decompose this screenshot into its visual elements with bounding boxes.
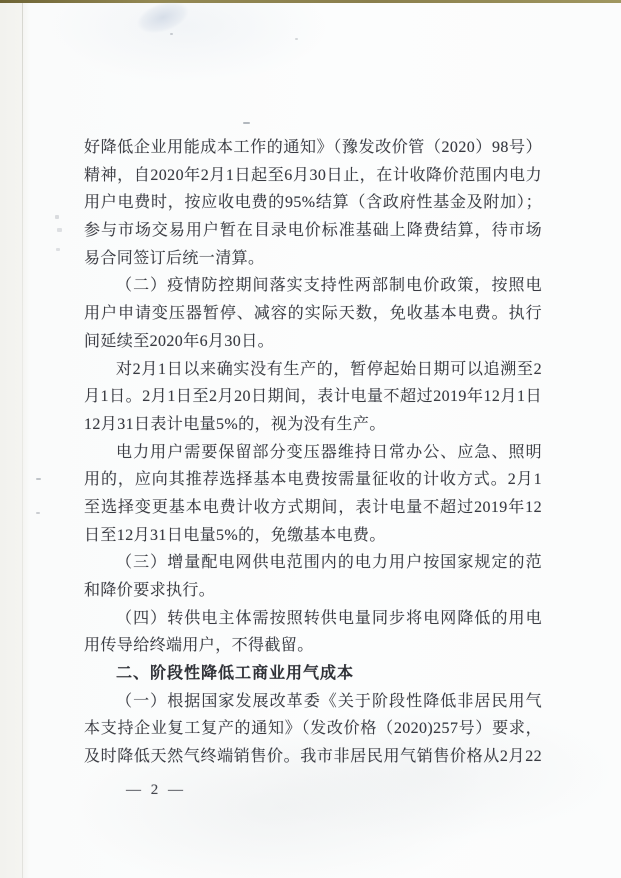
scan-speck <box>36 512 40 514</box>
doc-line: 和降价要求执行。 <box>84 582 216 599</box>
doc-line: 用户申请变压器暂停、减容的实际天数，免收基本电费。执行 <box>84 305 542 323</box>
doc-line: 本支持企业复工复产的通知》（发改价格（2020)257号）要求， <box>84 720 542 738</box>
doc-line: 电力用户需要保留部分变压器维持日常办公、应急、照明 <box>116 443 542 461</box>
doc-line: 对2月1日以来确实没有生产的，暂停起始日期可以追溯至2 <box>116 360 542 378</box>
doc-line: 好降低企业用能成本工作的通知》（豫发改价管（2020）98号） <box>84 139 542 156</box>
document-body <box>84 134 542 771</box>
page-number: — 2 — <box>126 782 186 798</box>
scan-speck <box>295 38 298 40</box>
doc-line: 12月31日表计电量5%的，视为没有生产。 <box>84 415 386 433</box>
doc-line: （四）转供电主体需按照转供电量同步将电网降低的用电 <box>116 609 542 627</box>
doc-line: 至选择变更基本电费计收方式期间，表计电量不超过2019年12 <box>84 498 542 516</box>
ink-smudge <box>124 0 204 50</box>
doc-line: （一）根据国家发展改革委《关于阶段性降低非居民用气 <box>116 692 542 710</box>
scan-edge-top <box>0 0 621 3</box>
doc-line: 间延续至2020年6月30日。 <box>84 332 275 350</box>
doc-line: （二）疫情防控期间落实支持性两部制电价政策，按照电 <box>116 277 542 295</box>
doc-line: 日至12月31日电量5%的，免缴基本电费。 <box>84 526 386 544</box>
doc-line: 易合同签订后统一清算。 <box>84 249 265 267</box>
doc-line: 精神，自2020年2月1日起至6月30日止，在计收降价范围内电力 <box>84 166 542 184</box>
doc-line: 用的，应向其推荐选择基本电费按需量征收的计收方式。2月1 <box>84 471 542 489</box>
scan-speck <box>55 215 59 219</box>
doc-line: 用户电费时，按应收电费的95%结算（含政府性基金及附加）； <box>84 194 542 212</box>
doc-line: 二、阶段性降低工商业用气成本 <box>116 665 355 683</box>
doc-line: （三）增量配电网供电范围内的电力用户按国家规定的范 <box>116 554 542 572</box>
doc-line: 及时降低天然气终端销售价。我市非居民用气销售价格从2月22 <box>84 748 542 766</box>
scan-speck <box>56 248 60 251</box>
scan-speck <box>170 33 173 35</box>
doc-line: 用传导给终端用户，不得截留。 <box>84 637 314 655</box>
doc-line: 月1日。2月1日至2月20日期间，表计电量不超过2019年12月1日 <box>84 388 542 406</box>
scan-speck <box>36 478 41 480</box>
doc-line: 参与市场交易用户暂在目录电价标准基础上降费结算，待市场 <box>84 222 542 240</box>
scan-speck <box>57 228 62 232</box>
scan-speck <box>243 122 250 124</box>
scan-fold-left <box>22 3 23 878</box>
